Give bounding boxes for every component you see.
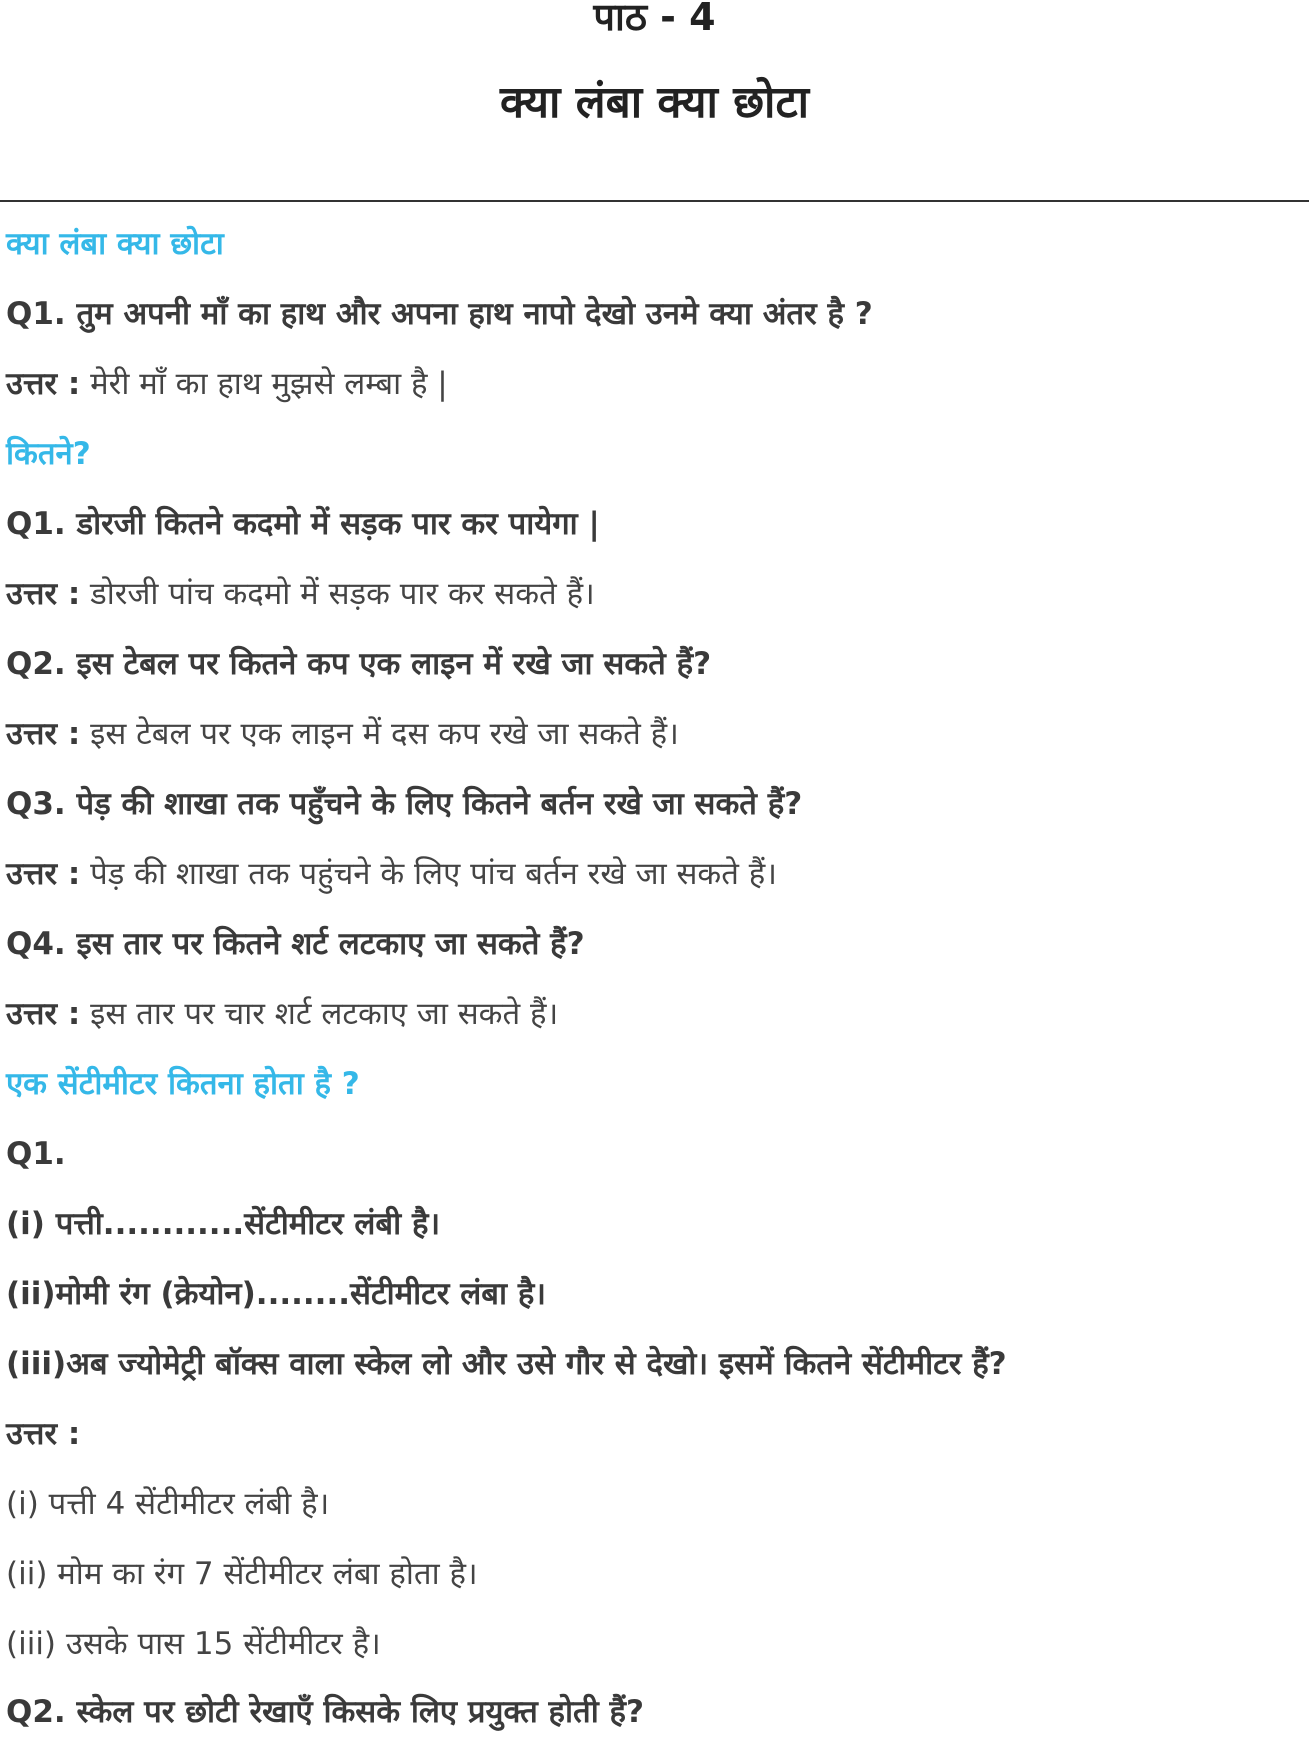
question-1-part-ii: (ii)मोमी रंग (क्रेयोन)........सेंटीमीटर लंबा है। [6, 1276, 547, 1312]
question-3: Q3. पेड़ की शाखा तक पहुँचने के लिए कितने बर्तन रखे जा सकते हैं? [6, 786, 803, 822]
answer-label: उत्तर : [6, 716, 81, 752]
answer-label: उत्तर : [6, 856, 81, 892]
answer-part-iii: (iii) उसके पास 15 सेंटीमीटर है। [6, 1626, 381, 1662]
chapter-number: पाठ - 4 [593, 0, 716, 39]
answer-text: इस तार पर चार शर्ट लटकाए जा सकते हैं। [80, 996, 559, 1032]
answer-label: उत्तर : [6, 1416, 81, 1452]
question-2: Q2. स्केल पर छोटी रेखाएँ किसके लिए प्रयुक्त होती हैं? [6, 1694, 644, 1730]
answer-4 [6, 996, 558, 1033]
answer-text: मेरी माँ का हाथ मुझसे लम्बा है | [80, 366, 448, 402]
section-heading-how-many: कितने? [6, 436, 91, 472]
answer-label: उत्तर : [6, 366, 81, 402]
answer-text: इस टेबल पर एक लाइन में दस कप रखे जा सकते हैं। [80, 716, 679, 752]
answer-part-ii: (ii) मोम का रंग 7 सेंटीमीटर लंबा होता है। [6, 1556, 478, 1592]
question-4: Q4. इस तार पर कितने शर्ट लटकाए जा सकते हैं? [6, 926, 585, 962]
header-divider [0, 200, 1309, 202]
question-1: Q1. तुम अपनी माँ का हाथ और अपना हाथ नापो देखो उनमे क्या अंतर है ? [6, 296, 873, 332]
answer-label: उत्तर : [6, 576, 81, 612]
question-2: Q2. इस टेबल पर कितने कप एक लाइन में रखे जा सकते हैं? [6, 646, 712, 682]
section-heading-centimeter: एक सेंटीमीटर कितना होता है ? [6, 1066, 360, 1102]
answer-2 [6, 716, 679, 753]
question-1: Q1. डोरजी कितने कदमो में सड़क पार कर पायेगा | [6, 506, 600, 542]
answer-1 [6, 576, 595, 613]
question-1: Q1. [6, 1136, 66, 1172]
answer-part-i: (i) पत्ती 4 सेंटीमीटर लंबी है। [6, 1486, 330, 1522]
answer-text: डोरजी पांच कदमो में सड़क पार कर सकते हैं। [80, 576, 595, 612]
chapter-title: क्या लंबा क्या छोटा [499, 77, 810, 128]
answer-1 [6, 366, 448, 403]
section-heading-long-short: क्या लंबा क्या छोटा [6, 226, 224, 262]
answer-label: उत्तर : [6, 996, 81, 1032]
question-1-part-i: (i) पत्ती............सेंटीमीटर लंबी है। [6, 1206, 441, 1242]
answer-3 [6, 856, 777, 893]
answer-text: पेड़ की शाखा तक पहुंचने के लिए पांच बर्तन रखे जा सकते हैं। [80, 856, 777, 892]
question-1-part-iii: (iii)अब ज्योमेट्री बॉक्स वाला स्केल लो और उसे गौर से देखो। इसमें कितने सेंटीमीटर हैं? [6, 1346, 1007, 1382]
